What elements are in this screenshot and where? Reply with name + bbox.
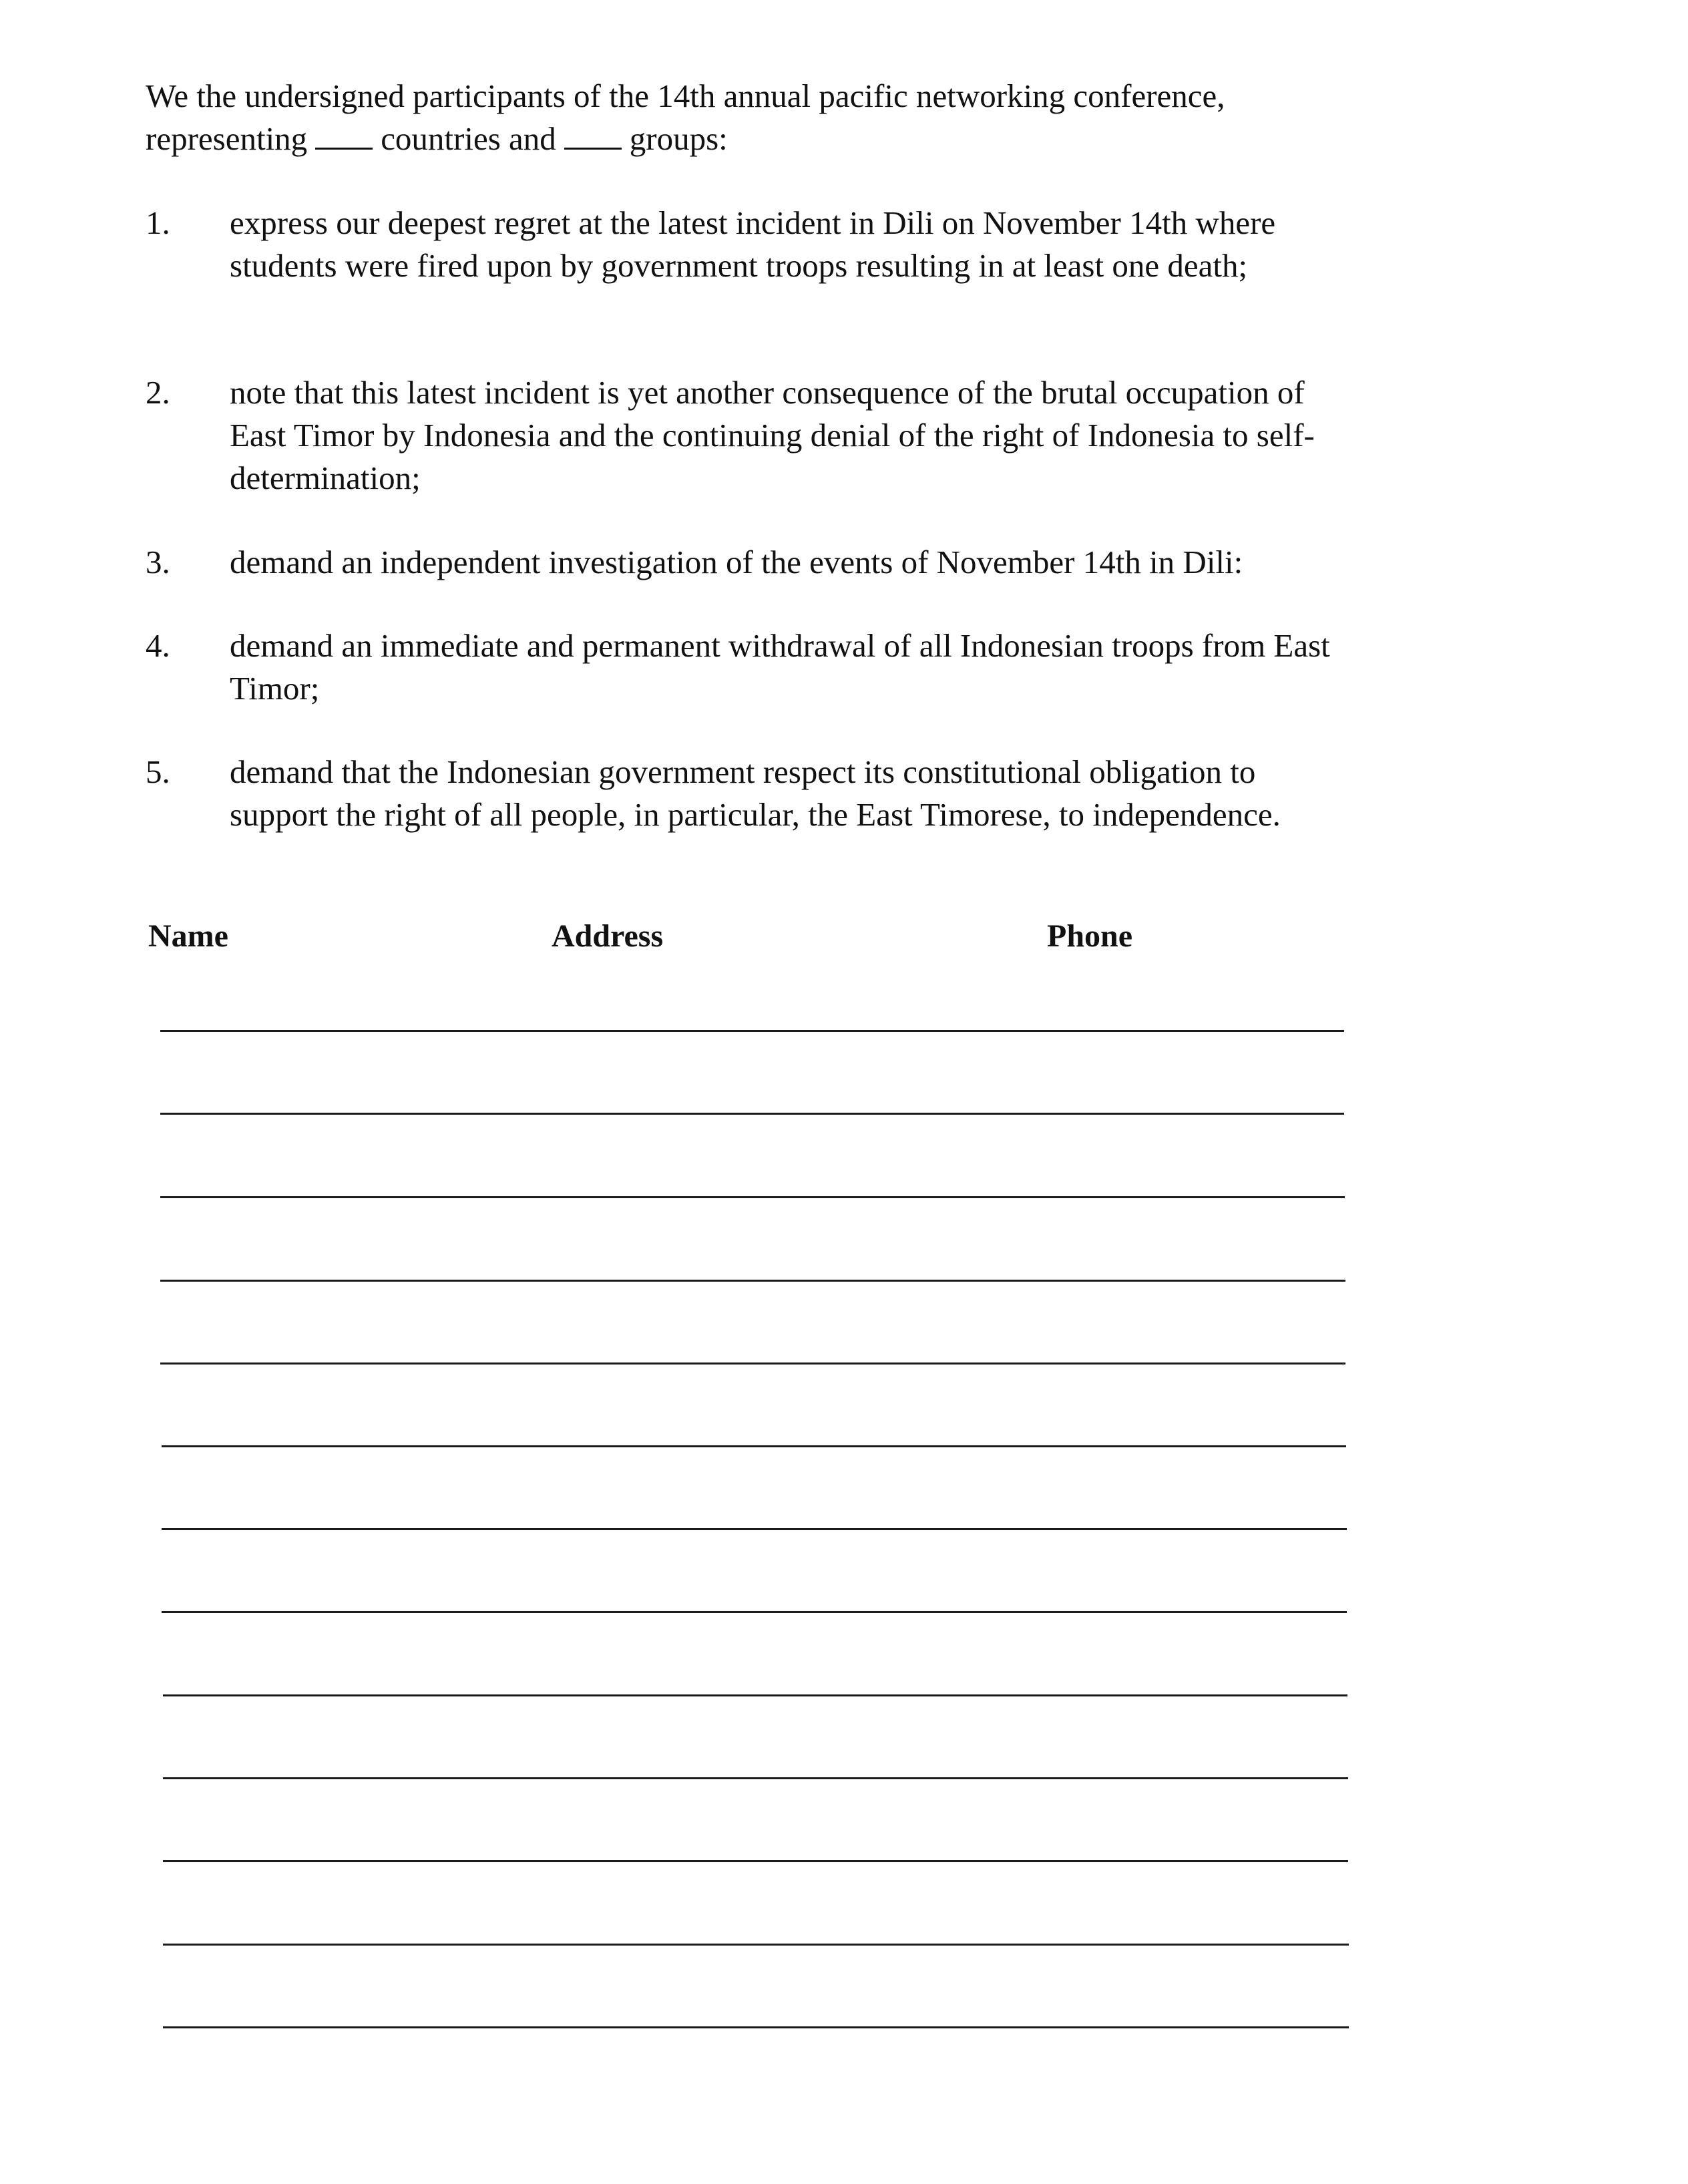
intro-representing: representing bbox=[146, 120, 308, 157]
intro-line-1: We the undersigned participants of the 14th annual pacific networking conference, bbox=[146, 77, 1225, 114]
groups-blank bbox=[564, 121, 622, 150]
signature-line[interactable] bbox=[160, 1280, 1345, 1282]
signature-line[interactable] bbox=[163, 1694, 1347, 1696]
resolution-item-4 bbox=[146, 624, 1361, 718]
intro-countries-and: countries and bbox=[381, 120, 556, 157]
signature-line[interactable] bbox=[163, 1944, 1349, 1946]
signature-line[interactable] bbox=[163, 1860, 1348, 1862]
intro-line-2 bbox=[146, 118, 1361, 160]
item-number: 4. bbox=[146, 627, 170, 664]
signature-line[interactable] bbox=[160, 1030, 1344, 1032]
signature-line[interactable] bbox=[163, 1777, 1348, 1779]
countries-blank bbox=[315, 121, 373, 150]
item-number: 3. bbox=[146, 544, 170, 580]
item-text: express our deepest regret at the latest incident in Dili on November 14th where students were fired upon by government troops resulting in at least one death; bbox=[230, 204, 1276, 284]
signature-line[interactable] bbox=[160, 1113, 1344, 1115]
intro-groups: groups: bbox=[629, 120, 728, 157]
resolution-item-2 bbox=[146, 371, 1361, 505]
signature-line[interactable] bbox=[163, 2026, 1349, 2028]
resolution-item-5 bbox=[146, 751, 1361, 884]
signature-line[interactable] bbox=[160, 1362, 1345, 1364]
resolution-item-3 bbox=[146, 541, 1361, 588]
signature-line[interactable] bbox=[162, 1528, 1347, 1530]
item-text: demand an independent investigation of the events of November 14th in Dili: bbox=[230, 544, 1243, 580]
signature-line[interactable] bbox=[162, 1445, 1346, 1447]
item-text: demand that the Indonesian government respect its constitutional obligation to support the right of all people, in particular, the East Timorese, to independence. bbox=[230, 753, 1281, 833]
item-text: note that this latest incident is yet another consequence of the brutal occupation of East Timor by Indonesia and the continuing denial of the right of Indonesia to self-determination; bbox=[230, 374, 1315, 496]
name-column-header: Name bbox=[148, 918, 228, 954]
signature-line[interactable] bbox=[160, 1196, 1345, 1198]
signature-line[interactable] bbox=[162, 1611, 1347, 1613]
item-number: 1. bbox=[146, 204, 170, 241]
address-column-header: Address bbox=[552, 918, 664, 954]
item-number: 2. bbox=[146, 374, 170, 411]
item-text: demand an immediate and permanent withdrawal of all Indonesian troops from East Timor; bbox=[230, 627, 1330, 707]
item-number: 5. bbox=[146, 753, 170, 790]
phone-column-header: Phone bbox=[1047, 918, 1133, 954]
resolution-item-1 bbox=[146, 202, 1361, 335]
intro-paragraph bbox=[146, 75, 1361, 160]
